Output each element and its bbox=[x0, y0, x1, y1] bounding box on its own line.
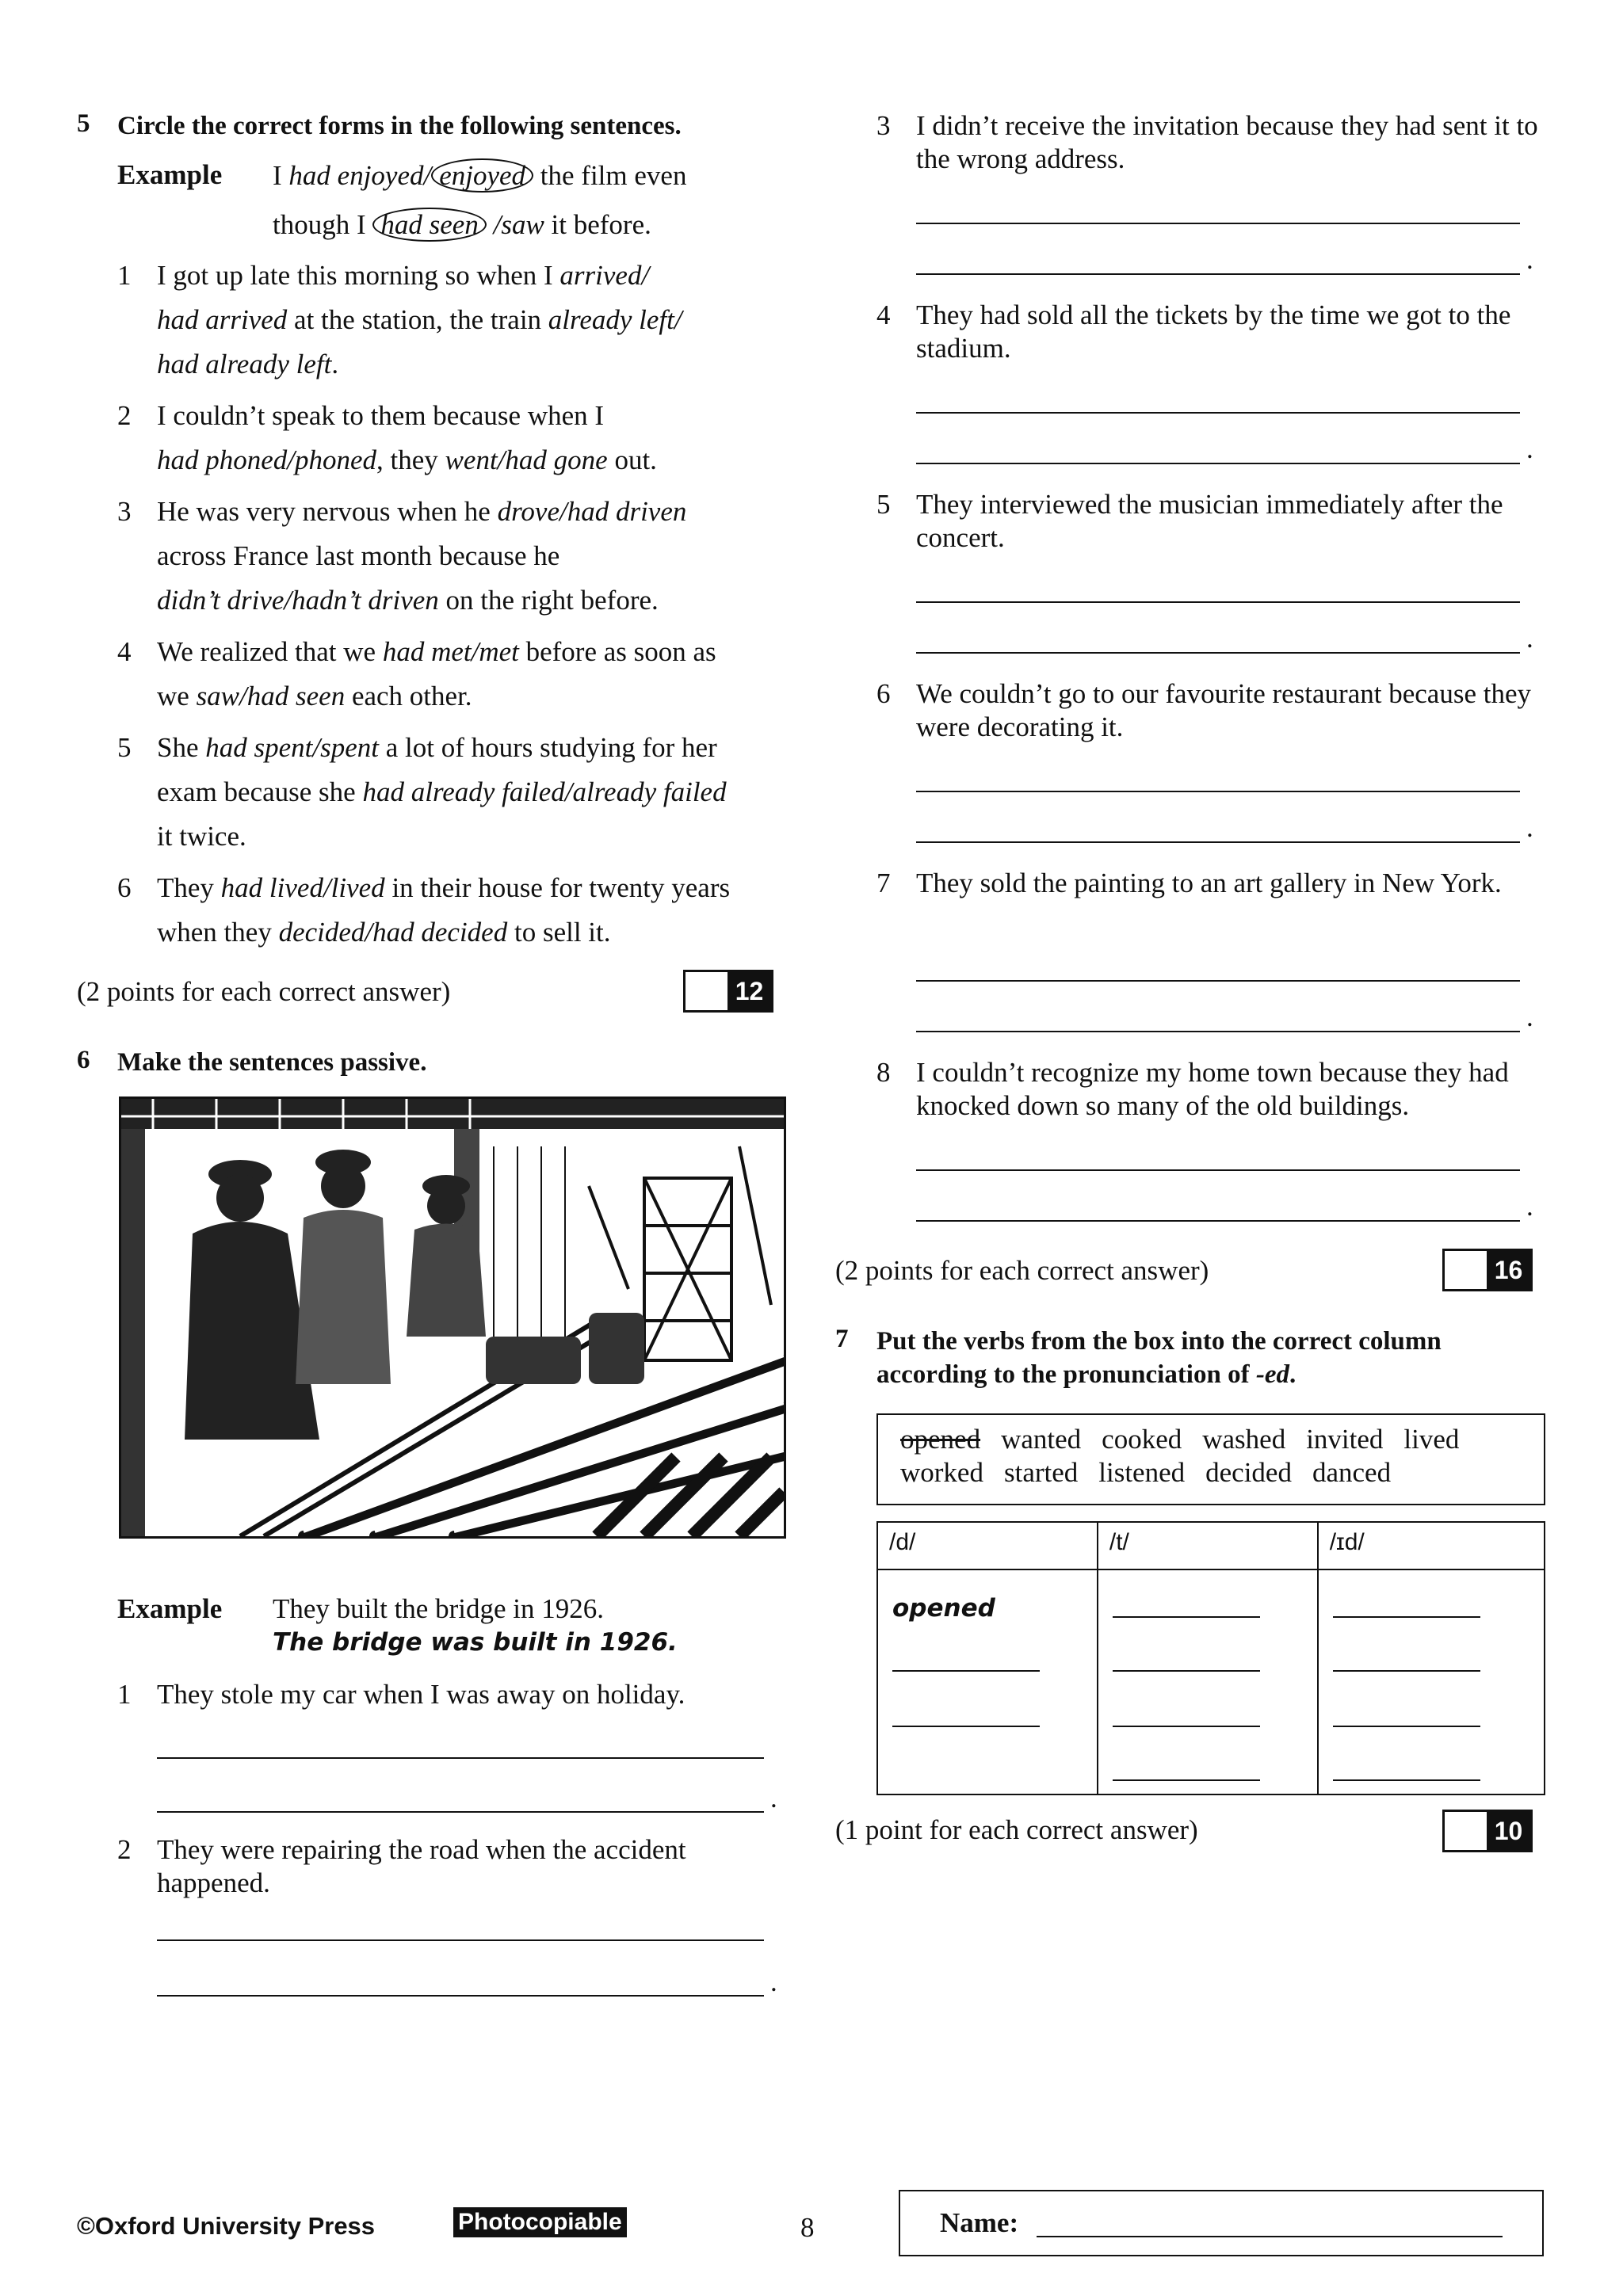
text: when they bbox=[157, 917, 279, 948]
q5-instruction: Circle the correct forms in the following sentences. bbox=[117, 112, 682, 140]
option-text: had already failed/already failed bbox=[362, 776, 727, 807]
column-header-t: /t/ bbox=[1098, 1522, 1318, 1569]
column-id-cell bbox=[1318, 1569, 1545, 1794]
answer-line[interactable] bbox=[916, 1220, 1520, 1222]
item-number: 4 bbox=[117, 636, 132, 667]
answer-line[interactable] bbox=[892, 1726, 1040, 1727]
q6-example-label: Example bbox=[117, 1593, 223, 1624]
end-dot: . bbox=[770, 1966, 777, 1997]
text: across France last month because he bbox=[157, 540, 560, 571]
option-text: saw/had seen bbox=[196, 681, 346, 711]
q5-points: (2 points for each correct answer) bbox=[77, 976, 451, 1007]
verb-opened: opened bbox=[900, 1424, 981, 1455]
verb-danced: danced bbox=[1312, 1457, 1392, 1488]
item-number: 5 bbox=[876, 489, 891, 520]
text: He was very nervous when he bbox=[157, 496, 498, 527]
q6-example-text: They built the bridge in 1926. bbox=[273, 1593, 604, 1624]
q7-score-box[interactable] bbox=[1442, 1810, 1533, 1852]
text: I couldn’t speak to them because when I bbox=[157, 400, 605, 431]
instruction-line: Put the verbs from the box into the correct column bbox=[876, 1327, 1442, 1356]
option-text: went/had gone bbox=[445, 444, 608, 475]
answer-line[interactable] bbox=[916, 601, 1520, 603]
text: . bbox=[1289, 1360, 1296, 1389]
answer-line[interactable] bbox=[892, 1670, 1040, 1672]
option-text: had lived/lived bbox=[220, 872, 385, 903]
q5-item-1 bbox=[117, 254, 791, 387]
item-text: I couldn’t recognize my home town because they had knocked down so many of the old buildings. bbox=[916, 1057, 1509, 1121]
end-dot: . bbox=[1526, 812, 1533, 843]
option-text: decided/had decided bbox=[278, 917, 508, 948]
answer-line[interactable] bbox=[916, 463, 1520, 464]
answer-line[interactable] bbox=[916, 1031, 1520, 1032]
pronunciation-table bbox=[876, 1521, 1545, 1795]
q6-points: (2 points for each correct answer) bbox=[835, 1255, 1209, 1286]
answer-line[interactable] bbox=[916, 791, 1520, 792]
q6-score-box[interactable] bbox=[1442, 1249, 1533, 1291]
option-text: /saw bbox=[486, 209, 544, 240]
end-dot: . bbox=[1526, 1001, 1533, 1032]
text: though I bbox=[273, 209, 373, 240]
verb-wanted: wanted bbox=[1001, 1424, 1082, 1455]
photocopiable-label: Photocopiable bbox=[453, 2207, 627, 2237]
answer-line[interactable] bbox=[916, 980, 1520, 982]
text: We realized that we bbox=[157, 636, 383, 667]
q7-number: 7 bbox=[835, 1325, 849, 1353]
name-input-line[interactable] bbox=[1037, 2236, 1503, 2237]
ed-suffix: -ed bbox=[1255, 1360, 1289, 1389]
text: according to the pronunciation of bbox=[876, 1360, 1256, 1389]
q6-item-1 bbox=[117, 1678, 791, 1711]
answer-line[interactable] bbox=[1333, 1726, 1480, 1727]
q6-score: 16 bbox=[1487, 1251, 1530, 1289]
text: in their house for twenty years bbox=[384, 872, 731, 903]
name-box bbox=[899, 2190, 1544, 2256]
q5-item-3 bbox=[117, 490, 791, 623]
verb-box bbox=[876, 1413, 1545, 1505]
text: we bbox=[157, 681, 197, 711]
end-dot: . bbox=[1526, 1191, 1533, 1222]
text: , they bbox=[376, 444, 445, 475]
q6-item-8 bbox=[876, 1056, 1542, 1123]
answer-line[interactable] bbox=[916, 223, 1520, 224]
q5-item-4 bbox=[117, 630, 791, 719]
q7-instruction bbox=[876, 1325, 1590, 1391]
answer-line[interactable] bbox=[916, 652, 1520, 654]
answer-line[interactable] bbox=[157, 1939, 764, 1941]
answer-line[interactable] bbox=[1113, 1616, 1260, 1618]
answer-line[interactable] bbox=[1333, 1779, 1480, 1781]
verb-cooked: cooked bbox=[1102, 1424, 1182, 1455]
column-header-d: /d/ bbox=[877, 1522, 1098, 1569]
verb-lived: lived bbox=[1403, 1424, 1460, 1455]
q5-item-5 bbox=[117, 726, 791, 859]
answer-line[interactable] bbox=[916, 1169, 1520, 1171]
q6-item-6 bbox=[876, 677, 1542, 744]
text: before as soon as bbox=[518, 636, 716, 667]
q5-item-6 bbox=[117, 866, 791, 955]
column-header-id: /ɪd/ bbox=[1318, 1522, 1545, 1569]
option-text: had phoned/phoned bbox=[157, 444, 377, 475]
verb-box-row-1 bbox=[900, 1423, 1480, 1456]
q6-example-answer: The bridge was built in 1926. bbox=[273, 1628, 678, 1657]
answer-line[interactable] bbox=[916, 273, 1520, 275]
bridge-workers-illustration bbox=[119, 1097, 786, 1539]
item-number: 2 bbox=[117, 400, 132, 431]
answer-line[interactable] bbox=[157, 1811, 764, 1813]
text: out. bbox=[607, 444, 657, 475]
q5-score-box[interactable] bbox=[683, 970, 773, 1013]
text: They bbox=[157, 872, 221, 903]
end-dot: . bbox=[1526, 244, 1533, 275]
q7-points: (1 point for each correct answer) bbox=[835, 1814, 1198, 1845]
answer-line[interactable] bbox=[916, 412, 1520, 414]
text: I bbox=[273, 160, 289, 191]
q6-instruction: Make the sentences passive. bbox=[117, 1048, 427, 1077]
answer-line[interactable] bbox=[1333, 1616, 1480, 1618]
q6-item-3 bbox=[876, 109, 1542, 176]
q6-item-5 bbox=[876, 488, 1542, 555]
text: it before. bbox=[544, 209, 651, 240]
item-text: They sold the painting to an art gallery in New York. bbox=[916, 868, 1502, 898]
item-number: 4 bbox=[876, 299, 891, 330]
q5-example-line2 bbox=[273, 203, 651, 247]
verb-started: started bbox=[1003, 1457, 1079, 1488]
copyright: ©Oxford University Press bbox=[77, 2212, 376, 2240]
option-text: had arrived bbox=[157, 304, 288, 335]
text: it twice. bbox=[157, 821, 246, 852]
q6-number: 6 bbox=[77, 1046, 90, 1074]
item-number: 3 bbox=[117, 496, 132, 527]
answer-line[interactable] bbox=[1113, 1779, 1260, 1781]
option-text: already left/ bbox=[548, 304, 682, 335]
text: She bbox=[157, 732, 206, 763]
item-number: 7 bbox=[876, 868, 891, 898]
answer-line[interactable] bbox=[157, 1757, 764, 1759]
item-number: 6 bbox=[117, 872, 132, 903]
item-text: They stole my car when I was away on holiday. bbox=[157, 1679, 685, 1710]
option-text: didn’t drive/hadn’t driven bbox=[157, 585, 439, 616]
end-dot: . bbox=[1526, 623, 1533, 654]
name-label: Name: bbox=[940, 2207, 1019, 2238]
q6-item-4 bbox=[876, 299, 1542, 365]
item-text: They were repairing the road when the accident happened. bbox=[157, 1834, 686, 1898]
text: to sell it. bbox=[507, 917, 611, 948]
answer-line[interactable] bbox=[916, 841, 1520, 843]
text: a lot of hours studying for her bbox=[378, 732, 717, 763]
answer-line[interactable] bbox=[1333, 1670, 1480, 1672]
option-text: had met/met bbox=[382, 636, 519, 667]
item-number: 6 bbox=[876, 678, 891, 709]
text: each other. bbox=[345, 681, 472, 711]
item-number: 1 bbox=[117, 1679, 132, 1710]
q5-example-line1 bbox=[273, 154, 686, 198]
verb-listened: listened bbox=[1098, 1457, 1186, 1488]
item-number: 2 bbox=[117, 1834, 132, 1865]
option-text: drove/had driven bbox=[497, 496, 687, 527]
text: on the right before. bbox=[438, 585, 659, 616]
q5-score: 12 bbox=[727, 972, 771, 1010]
example-answer: opened bbox=[892, 1594, 995, 1623]
illustration-image bbox=[121, 1099, 784, 1536]
verb-decided: decided bbox=[1205, 1457, 1292, 1488]
verb-invited: invited bbox=[1306, 1424, 1384, 1455]
item-number: 8 bbox=[876, 1057, 891, 1088]
text: . bbox=[331, 349, 339, 379]
circled-answer: had seen bbox=[372, 208, 486, 242]
q5-item-2 bbox=[117, 394, 791, 482]
item-text: They had sold all the tickets by the time we got to the stadium. bbox=[916, 299, 1511, 364]
instruction-line bbox=[876, 1358, 1590, 1391]
item-number: 3 bbox=[876, 110, 891, 141]
text: the film even bbox=[533, 160, 687, 191]
verb-worked: worked bbox=[900, 1457, 983, 1488]
item-text: They interviewed the musician immediately after the concert. bbox=[916, 489, 1503, 553]
q6-item-7 bbox=[876, 867, 1542, 900]
option-text: had spent/spent bbox=[205, 732, 379, 763]
item-text: I didn’t receive the invitation because they had sent it to the wrong address. bbox=[916, 110, 1538, 174]
answer-line[interactable] bbox=[1113, 1670, 1260, 1672]
verb-washed: washed bbox=[1202, 1424, 1286, 1455]
end-dot: . bbox=[1526, 433, 1533, 464]
option-text: had enjoyed/ bbox=[288, 160, 432, 191]
text: at the station, the train bbox=[287, 304, 548, 335]
q7-score: 10 bbox=[1487, 1812, 1530, 1850]
item-text: We couldn’t go to our favourite restaurant because they were decorating it. bbox=[916, 678, 1531, 742]
text: I got up late this morning so when I bbox=[157, 260, 560, 291]
text: exam because she bbox=[157, 776, 363, 807]
column-t-cell bbox=[1098, 1569, 1318, 1794]
end-dot: . bbox=[770, 1783, 777, 1814]
answer-line[interactable] bbox=[1113, 1726, 1260, 1727]
q6-item-2 bbox=[117, 1833, 767, 1900]
q5-number: 5 bbox=[77, 109, 90, 138]
q5-example-label: Example bbox=[117, 159, 223, 190]
option-text: had already left bbox=[157, 349, 332, 379]
item-number: 1 bbox=[117, 260, 132, 291]
verb-box-row-2 bbox=[900, 1456, 1411, 1489]
page-number: 8 bbox=[800, 2212, 815, 2243]
item-number: 5 bbox=[117, 732, 132, 763]
option-text: arrived/ bbox=[559, 260, 650, 291]
column-d-cell bbox=[877, 1569, 1098, 1794]
answer-line[interactable] bbox=[157, 1995, 764, 1997]
circled-answer: enjoyed bbox=[431, 158, 533, 193]
